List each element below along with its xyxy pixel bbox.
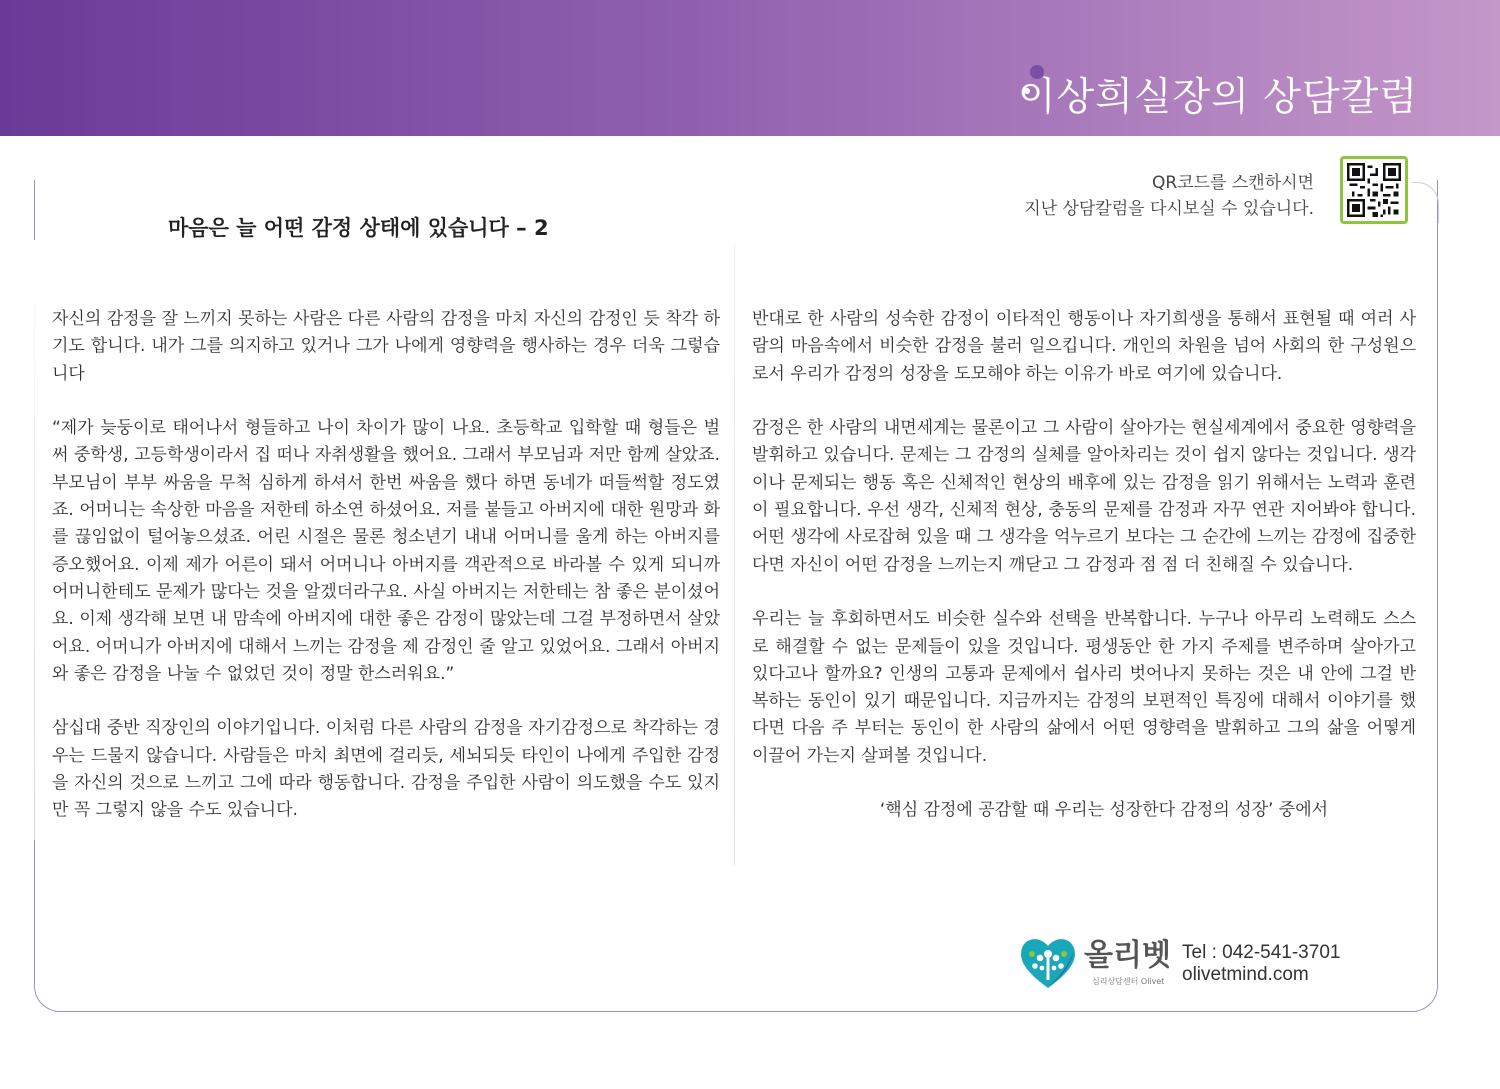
contact-info [1182, 942, 1340, 986]
paragraph: 감정은 한 사람의 내면세계는 물론이고 그 사람이 살아가는 현실세계에서 중요한 영향력을 발휘하고 있습니다. 문제는 그 감정의 실체를 알아차리는 것이 쉽지 않다는 것입니다. 생각이나 문제되는 행동 혹은 신체적인 현상의 배후에 있는 감정을 읽기 위해서는 노력과 훈련이 필요합니다. 우선 생각, 신체적 현상, 충동의 문제를 감정과 자꾸 연관 지어봐야 합니다. 어떤 생각에 사로잡혀 있을 때 그 생각을 억누르기 보다는 그 순간에 느끼는 감정에 집중한다면 자신이 어떤 감정을 느끼는지 깨닫고 그 감정과 점 점 더 친해질 수 있습니다. [752, 418, 1416, 575]
qr-note-line2: 지난 상담칼럼을 다시보실 수 있습니다. [1024, 199, 1314, 219]
qr-note-line1: QR코드를 스캔하시면 [1152, 173, 1314, 193]
paragraph: “제가 늦둥이로 태어나서 형들하고 나이 차이가 많이 나요. 초등학교 입학할 때 형들은 벌써 중학생, 고등학생이라서 집 떠나 자취생활을 했어요. 그래서 부모님과 저만 함께 살았죠. 부모님이 부부 싸움을 무척 심하게 하셔서 한번 싸움을 했다 하면 동네가 떠들썩할 정도였죠. 어머니는 속상한 마음을 저한테 하소연 하셨어요. 저를 붙들고 아버지에 대한 원망과 화를 끊임없이 털어놓으셨죠. 어린 시절은 물론 청소년기 내내 어머니를 울게 하는 아버지를 증오했어요. 이제 제가 어른이 돼서 어머니나 아버지를 객관적으로 바라볼 수 있게 되니까 어머니한테도 문제가 많다는 것을 알겠더라구요. 사실 아버지는 저한테는 참 좋은 분이셨어요. 이제 생각해 보면 내 맘속에 아버지에 대한 좋은 감정이 많았는데 그걸 부정하면서 살았어요. 어머니가 아버지에 대해서 느끼는 감정을 제 감정인 줄 알고 있었어요. 그래서 아버지와 좋은 감정을 나눌 수 없었던 것이 정말 한스러워요.” [52, 418, 720, 684]
left-column [52, 306, 720, 852]
logo-subtitle: 심리상담센터 Olivet [1092, 977, 1165, 986]
website-link[interactable]: olivetmind.com [1182, 964, 1309, 985]
logo-wordmark: 올리벳 [1084, 938, 1171, 973]
telephone: Tel : 042-541-3701 [1182, 942, 1341, 963]
paragraph: 자신의 감정을 잘 느끼지 못하는 사람은 다른 사람의 감정을 마치 자신의 감정인 듯 착각 하기도 합니다. 내가 그를 의지하고 있거나 그가 나에게 영향력을 행사하는 경우 더욱 그렇습니다 [52, 309, 720, 384]
right-column [752, 306, 1416, 852]
paragraph: 반대로 한 사람의 성숙한 감정이 이타적인 행동이나 자기희생을 통해서 표현될 때 여러 사람의 마음속에서 비슷한 감정을 불러 일으킵니다. 개인의 차원을 넘어 사회의 한 구성원으로서 우리가 감정의 성장을 도모해야 하는 이유가 바로 여기에 있습니다. [752, 309, 1416, 384]
column-title: 이상희실장의 상담칼럼 [1017, 75, 1418, 120]
frame-left-edge [34, 240, 35, 840]
article-title: 마음은 늘 어떤 감정 상태에 있습니다 – 2 [168, 216, 549, 240]
tree-heart-icon [1018, 934, 1078, 990]
paragraph: 우리는 늘 후회하면서도 비슷한 실수와 선택을 반복합니다. 누구나 아무리 노력해도 스스로 해결할 수 없는 문제들이 있을 것입니다. 평생동안 한 가지 주제를 변주하며 살아가고 있다고나 할까요? 인생의 고통과 문제에서 쉽사리 벗어나지 못하는 것은 내 안에 그걸 반복하는 동인이 있기 때문입니다. 지금까지는 감정의 보편적인 특징에 대해서 이야기를 했다면 다음 주 부터는 동인이 한 사람의 삶에서 어떤 영향력을 발휘하고 그의 삶을 어떻게 이끌어 가는지 살펴볼 것입니다. [752, 609, 1416, 766]
source-citation: ‘핵심 감정에 공감할 때 우리는 성장한다 감정의 성장’ 중에서 [879, 800, 1329, 821]
column-divider [734, 245, 735, 865]
header-banner [0, 0, 1500, 136]
paragraph: 삼십대 중반 직장인의 이야기입니다. 이처럼 다른 사람의 감정을 자기감정으로 착각하는 경우는 드물지 않습니다. 사람들은 마치 최면에 걸리듯, 세뇌되듯 타인이 나에게 주입한 감정을 자신의 것으로 느끼고 그에 따라 행동합니다. 감정을 주입한 사람이 의도했을 수도 있지만 꼭 그렇지 않을 수도 있습니다. [52, 718, 720, 821]
